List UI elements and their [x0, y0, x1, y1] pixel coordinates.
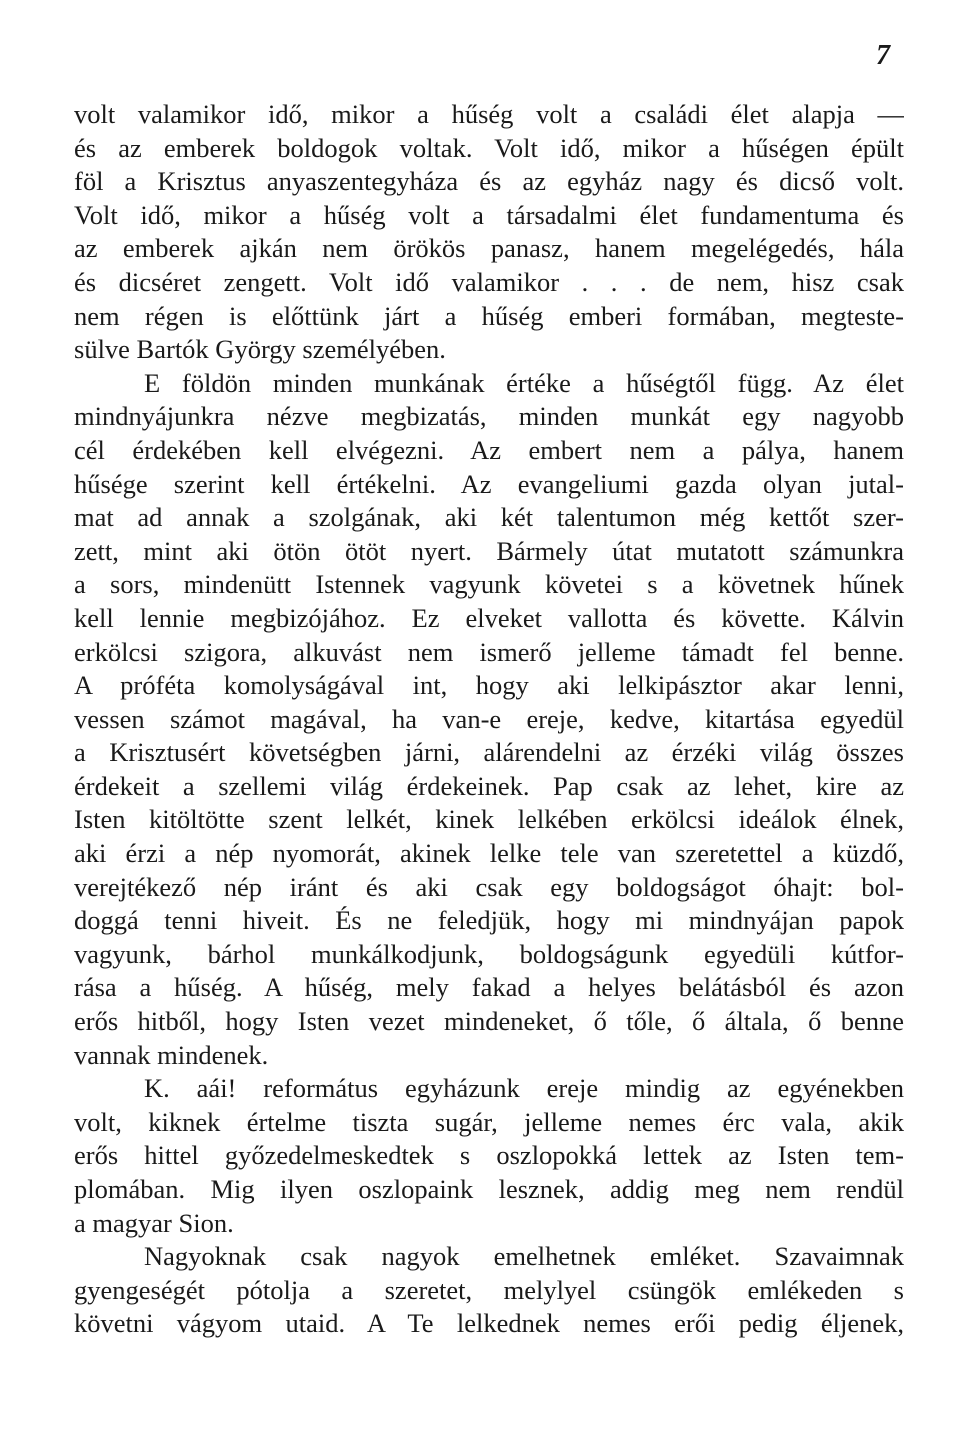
body-text: [74, 98, 904, 1341]
text-line: volt, kiknek értelme tiszta sugár, jelleme nemes érc vala, akik: [74, 1106, 904, 1137]
text-line: föl a Krisztus anyaszentegyháza és az egyház nagy és dicső volt.: [74, 166, 904, 197]
text-line: Nagyoknak csak nagyok emelhetnek emléket. Szavaimnak: [144, 1241, 904, 1272]
page-number: 7: [876, 40, 890, 71]
text-line: erős hitből, hogy Isten vezet mindeneket, ő tőle, ő általa, ő benne: [74, 1006, 904, 1037]
text-line: érdekeit a szellemi világ érdekeinek. Pap csak az lehet, kire az: [74, 770, 904, 801]
text-line: rása a hűség. A hűség, mely fakad a helyes belátásból és azon: [74, 972, 904, 1003]
text-line: Isten kitöltötte szent lelkét, kinek lelkében erkölcsi ideálok élnek,: [74, 804, 904, 835]
text-line: K. aái! református egyházunk ereje mindig az egyénekben: [144, 1073, 904, 1104]
text-line: cél érdekében kell elvégezni. Az embert nem a pálya, hanem: [74, 434, 904, 465]
text-line: verejtékező nép iránt és aki csak egy boldogságot óhajt: bol-: [74, 871, 904, 902]
text-line: kell lennie megbizójához. Ez elveket vallotta és követte. Kálvin: [74, 602, 904, 633]
text-line: doggá tenni hiveit. És ne feledjük, hogy mi mindnyájan papok: [74, 905, 904, 936]
text-line: követni vágyom utaid. A Te lelkednek nemes erői pedig éljenek,: [74, 1308, 904, 1339]
text-line: erkölcsi szigora, alkuvást nem ismerő jelleme támadt fel benne.: [74, 636, 904, 667]
text-line: a magyar Sion.: [74, 1207, 234, 1238]
text-line: és dicséret zengett. Volt idő valamikor . . . de nem, hisz csak: [74, 266, 904, 297]
text-line: hűsége szerint kell értékelni. Az evangeliumi gazda olyan jutal-: [74, 468, 904, 499]
text-line: mindnyájunkra nézve megbizatás, minden munkát egy nagyobb: [74, 401, 904, 432]
text-line: E földön minden munkának értéke a hűségtől függ. Az élet: [144, 367, 904, 398]
text-line: aki érzi a nép nyomorát, akinek lelke tele van szeretettel a küzdő,: [74, 838, 904, 869]
text-line: a Krisztusért követségben járni, alárendelni az érzéki világ összes: [74, 737, 904, 768]
text-line: a sors, mindenütt Istennek vagyunk követei s a követnek hűnek: [74, 569, 904, 600]
text-line: Volt idő, mikor a hűség volt a társadalmi élet fundamentuma és: [74, 199, 904, 230]
text-line: az emberek ajkán nem örökös panasz, hanem megelégedés, hála: [74, 233, 904, 264]
text-line: erős hittel győzedelmeskedtek s oszlopokká lettek az Isten tem-: [74, 1140, 904, 1171]
text-line: plomában. Mig ilyen oszlopaink lesznek, addig meg nem rendül: [74, 1174, 904, 1204]
text-line: nem régen is előttünk járt a hűség emberi formában, megteste-: [74, 300, 904, 331]
text-line: volt valamikor idő, mikor a hűség volt a családi élet alapja —: [74, 99, 904, 129]
text-line: sülve Bartók György személyében.: [74, 334, 446, 365]
text-line: gyengeségét pótolja a szeretet, melylyel csüngök emlékeden s: [74, 1274, 904, 1305]
text-line: vessen számot magával, ha van-e ereje, kedve, kitartása egyedül: [74, 703, 904, 734]
text-line: és az emberek boldogok voltak. Volt idő, mikor a hűségen épült: [74, 132, 904, 163]
text-line: zett, mint aki ötön ötöt nyert. Bármely útat mutatott számunkra: [74, 535, 904, 566]
text-line: vannak mindenek.: [74, 1039, 269, 1070]
text-line: A próféta komolyságával int, hogy aki lelkipásztor akar lenni,: [74, 670, 904, 701]
text-line: vagyunk, bárhol munkálkodjunk, boldogságunk egyedüli kútfor-: [74, 938, 904, 969]
text-line: mat ad annak a szolgának, aki két talentumon még kettőt szer-: [74, 502, 904, 533]
